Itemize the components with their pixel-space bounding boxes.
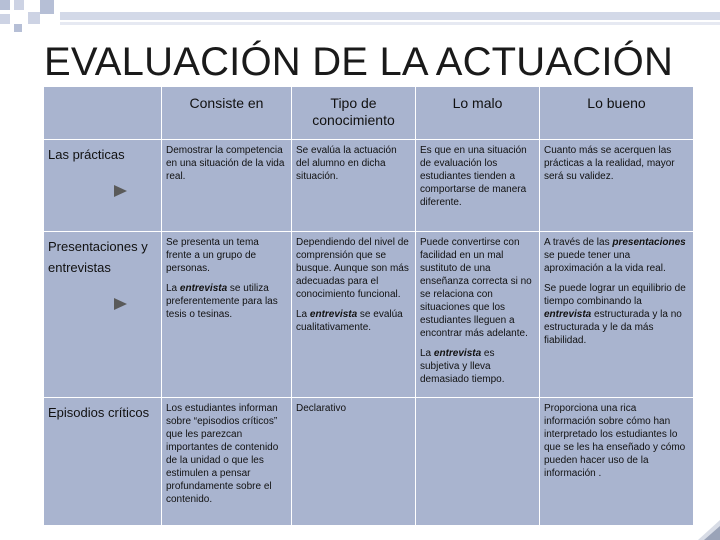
cell-paragraph [166,282,287,321]
slide-title: EVALUACIÓN DE LA ACTUACIÓN [44,40,674,84]
cell-tipo [292,232,416,398]
cell-consiste: Demostrar la competencia en una situación de la vida real. [162,140,292,232]
decorative-square [0,0,10,10]
header-tipo-conocimiento: Tipo de conocimiento [292,87,416,140]
cell-consiste: Los estudiantes informan sobre “episodios críticos” que les parezcan importantes de contenido de la unidad o que les estimulen a pensar profundamente sobre el contenido. [162,398,292,526]
row-heading [44,140,162,232]
text-fragment: se evalúa cualitativamente. [296,309,403,333]
cell-paragraph [296,308,411,334]
emphasis-text: presentaciones [612,237,686,248]
text-fragment: La [166,283,180,294]
text-fragment: es subjetiva y lleva demasiado tiempo. [420,348,505,385]
decorative-bar [60,22,720,25]
decorative-square [40,0,54,14]
text-fragment: La [296,309,310,320]
cell-paragraph [544,282,689,347]
play-button-icon[interactable] [114,298,127,310]
text-fragment: Se puede lograr un equilibrio de tiempo combinando la [544,283,686,307]
cell-bueno [540,232,694,398]
cell-paragraph [544,236,689,275]
emphasis-text: entrevista [433,348,482,359]
text-fragment: estructurada y la no estructurada y le da más fiabilidad. [544,309,682,346]
decorative-bar [60,12,720,20]
cell-paragraph [420,347,535,386]
text-fragment: A través de las [544,237,613,248]
page-curl-icon [698,520,720,540]
table-row [44,140,694,232]
emphasis-text: entrevista [544,309,592,320]
text-fragment: se puede tener una aproximación a la vida real. [544,250,666,274]
emphasis-text: entrevista [309,309,358,320]
text-fragment: se utiliza preferentemente para las tesis o tesinas. [166,283,278,320]
row-heading [44,232,162,398]
cell-malo [416,232,540,398]
table-header-row [44,87,694,140]
header-cell-empty [44,87,162,140]
row-heading [44,398,162,526]
cell-consiste [162,232,292,398]
row-heading-label: Episodios críticos [48,405,150,420]
header-consiste-en: Consiste en [162,87,292,140]
cell-paragraph: Dependiendo del nivel de comprensión que se busque. Aunque son más adecuadas para el conocimiento funcional. [296,237,409,300]
decorative-square [14,0,24,10]
table-row [44,398,694,526]
row-heading-label: Presentaciones y entrevistas [48,239,148,275]
evaluation-table [43,86,694,526]
emphasis-text: entrevista [179,283,228,294]
table-row [44,232,694,398]
cell-paragraph: Puede convertirse con facilidad en un mal sustituto de una enseñanza correcta si no se relaciona con situaciones que los estudiantes lleguen a encontrar más adelante. [420,237,532,339]
decorative-square [14,24,22,32]
header-lo-bueno: Lo bueno [540,87,694,140]
decorative-square [0,14,10,24]
header-lo-malo: Lo malo [416,87,540,140]
cell-paragraph: Se presenta un tema frente a un grupo de personas. [166,237,259,274]
cell-malo [416,398,540,526]
cell-bueno: Cuanto más se acerquen las prácticas a la realidad, mayor será su validez. [540,140,694,232]
cell-malo: Es que en una situación de evaluación los estudiantes tienden a comportarse de manera diferente. [416,140,540,232]
row-heading-label: Las prácticas [48,147,125,162]
decorative-square [28,12,40,24]
text-fragment: La [420,348,434,359]
cell-tipo: Se evalúa la actuación del alumno en dicha situación. [292,140,416,232]
cell-tipo: Declarativo [292,398,416,526]
cell-bueno: Proporciona una rica información sobre cómo han interpretado los estudiantes lo que se les ha enseñado y cómo pueden hacer uso de la información . [540,398,694,526]
play-button-icon[interactable] [114,185,127,197]
